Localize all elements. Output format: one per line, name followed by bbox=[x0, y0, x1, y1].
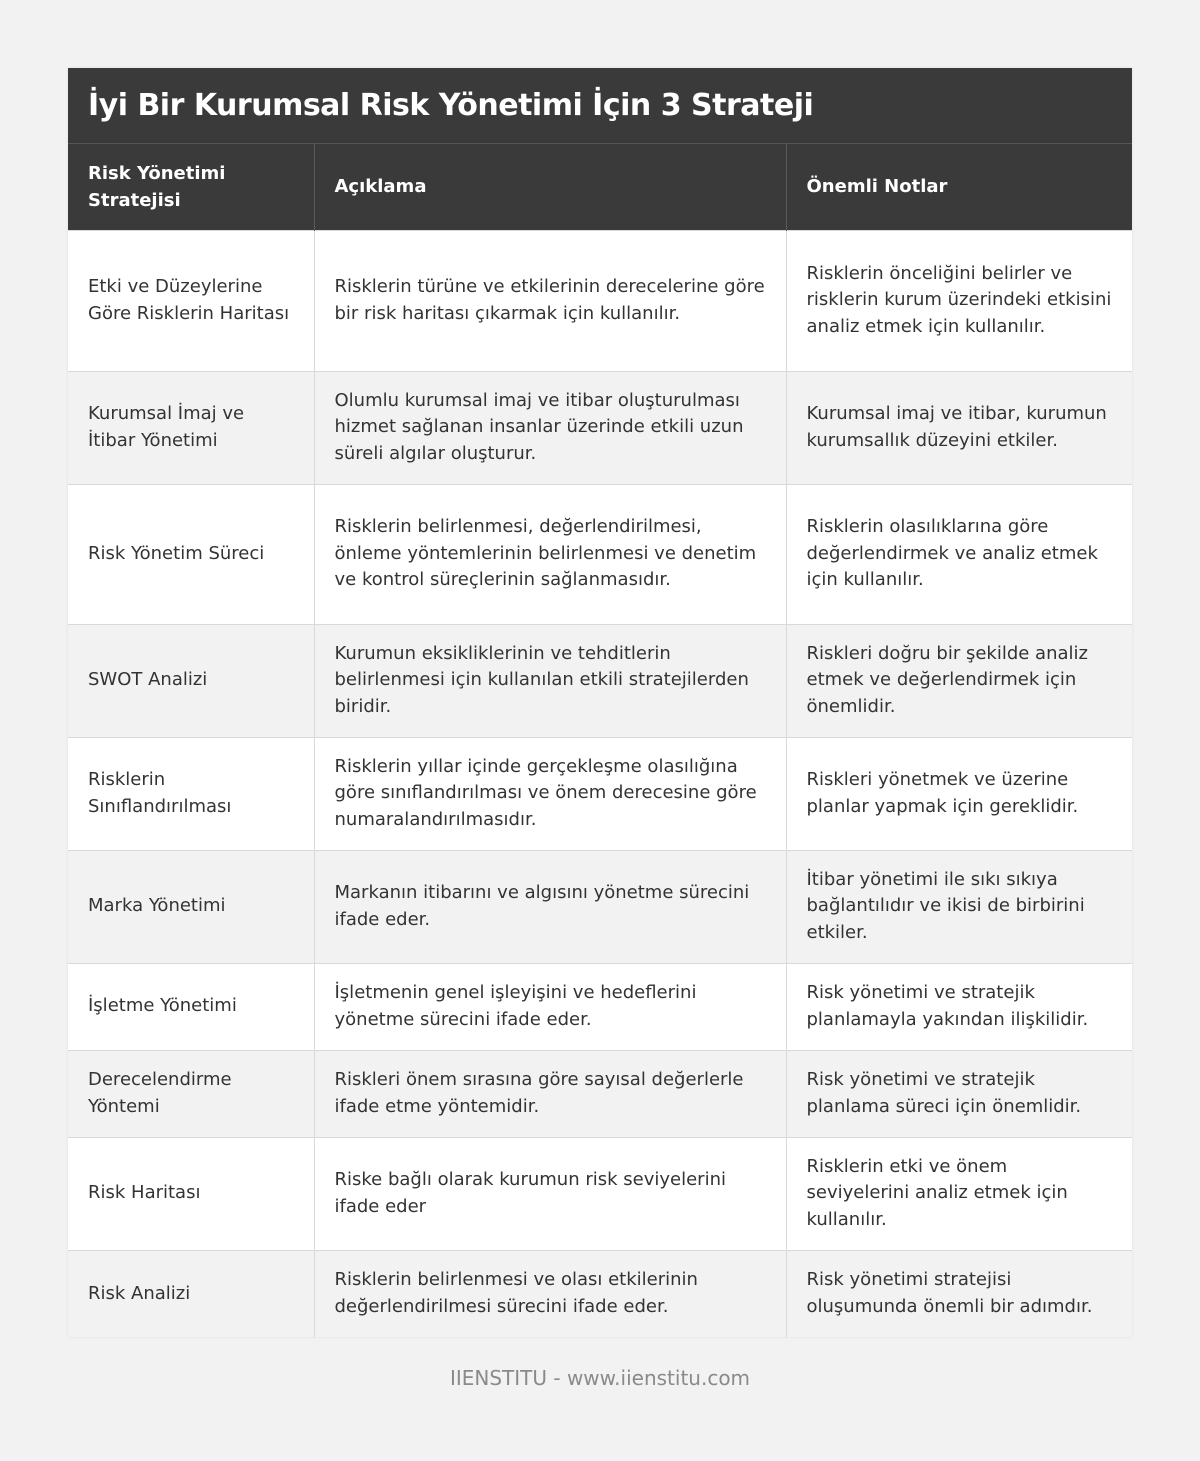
table-row bbox=[68, 484, 1132, 624]
table-row bbox=[68, 1137, 1132, 1250]
table-row bbox=[68, 230, 1132, 371]
table-header-row bbox=[68, 144, 1132, 230]
cell-strategy: İşletme Yönetimi bbox=[68, 963, 314, 1050]
cell-strategy: Risklerin Sınıflandırılması bbox=[68, 737, 314, 850]
cell-notes: Risklerin etki ve önem seviyelerini analiz etmek için kullanılır. bbox=[786, 1137, 1132, 1250]
table-row bbox=[68, 1250, 1132, 1337]
cell-description: Risklerin belirlenmesi ve olası etkilerinin değerlendirilmesi sürecini ifade eder. bbox=[314, 1250, 786, 1337]
cell-strategy: Marka Yönetimi bbox=[68, 850, 314, 963]
title-bar bbox=[68, 68, 1132, 144]
column-header-strategy: Risk Yönetimi Stratejisi bbox=[68, 144, 314, 230]
table-row bbox=[68, 850, 1132, 963]
cell-notes: Riskleri yönetmek ve üzerine planlar yapmak için gereklidir. bbox=[786, 737, 1132, 850]
strategy-table bbox=[68, 144, 1132, 1337]
cell-strategy: Risk Analizi bbox=[68, 1250, 314, 1337]
table-row bbox=[68, 624, 1132, 737]
cell-notes: Kurumsal imaj ve itibar, kurumun kurumsallık düzeyini etkiler. bbox=[786, 371, 1132, 484]
cell-strategy: Etki ve Düzeylerine Göre Risklerin Haritası bbox=[68, 230, 314, 371]
cell-strategy: Derecelendirme Yöntemi bbox=[68, 1050, 314, 1137]
cell-description: Markanın itibarını ve algısını yönetme sürecini ifade eder. bbox=[314, 850, 786, 963]
cell-strategy: Kurumsal İmaj ve İtibar Yönetimi bbox=[68, 371, 314, 484]
cell-notes: Risklerin önceliğini belirler ve risklerin kurum üzerindeki etkisini analiz etmek için kullanılır. bbox=[786, 230, 1132, 371]
cell-description: Riske bağlı olarak kurumun risk seviyelerini ifade eder bbox=[314, 1137, 786, 1250]
table-row bbox=[68, 371, 1132, 484]
footer-credit: IIENSTITU - www.iienstitu.com bbox=[449, 1366, 751, 1390]
cell-notes: Risklerin olasılıklarına göre değerlendirmek ve analiz etmek için kullanılır. bbox=[786, 484, 1132, 624]
cell-notes: Riskleri doğru bir şekilde analiz etmek ve değerlendirmek için önemlidir. bbox=[786, 624, 1132, 737]
cell-notes: İtibar yönetimi ile sıkı sıkıya bağlantılıdır ve ikisi de birbirini etkiler. bbox=[786, 850, 1132, 963]
column-header-description: Açıklama bbox=[314, 144, 786, 230]
cell-description: Olumlu kurumsal imaj ve itibar oluşturulması hizmet sağlanan insanlar üzerinde etkili uzun süreli algılar oluşturur. bbox=[314, 371, 786, 484]
cell-description: Risklerin türüne ve etkilerinin derecelerine göre bir risk haritası çıkarmak için kullanılır. bbox=[314, 230, 786, 371]
cell-notes: Risk yönetimi ve stratejik planlama süreci için önemlidir. bbox=[786, 1050, 1132, 1137]
strategy-table-card bbox=[68, 68, 1132, 1337]
cell-notes: Risk yönetimi ve stratejik planlamayla yakından ilişkilidir. bbox=[786, 963, 1132, 1050]
cell-description: Risklerin belirlenmesi, değerlendirilmesi, önleme yöntemlerinin belirlenmesi ve denetim ve kontrol süreçlerinin sağlanmasıdır. bbox=[314, 484, 786, 624]
cell-description: Risklerin yıllar içinde gerçekleşme olasılığına göre sınıflandırılması ve önem derecesine göre numaralandırılmasıdır. bbox=[314, 737, 786, 850]
cell-strategy: Risk Haritası bbox=[68, 1137, 314, 1250]
cell-strategy: Risk Yönetim Süreci bbox=[68, 484, 314, 624]
cell-description: Riskleri önem sırasına göre sayısal değerlerle ifade etme yöntemidir. bbox=[314, 1050, 786, 1137]
cell-strategy: SWOT Analizi bbox=[68, 624, 314, 737]
table-row bbox=[68, 1050, 1132, 1137]
cell-description: İşletmenin genel işleyişini ve hedeflerini yönetme sürecini ifade eder. bbox=[314, 963, 786, 1050]
table-title: İyi Bir Kurumsal Risk Yönetimi İçin 3 Strateji bbox=[88, 88, 814, 123]
table-row bbox=[68, 737, 1132, 850]
cell-description: Kurumun eksikliklerinin ve tehditlerin belirlenmesi için kullanılan etkili stratejilerden biridir. bbox=[314, 624, 786, 737]
cell-notes: Risk yönetimi stratejisi oluşumunda önemli bir adımdır. bbox=[786, 1250, 1132, 1337]
table-row bbox=[68, 963, 1132, 1050]
column-header-notes: Önemli Notlar bbox=[786, 144, 1132, 230]
